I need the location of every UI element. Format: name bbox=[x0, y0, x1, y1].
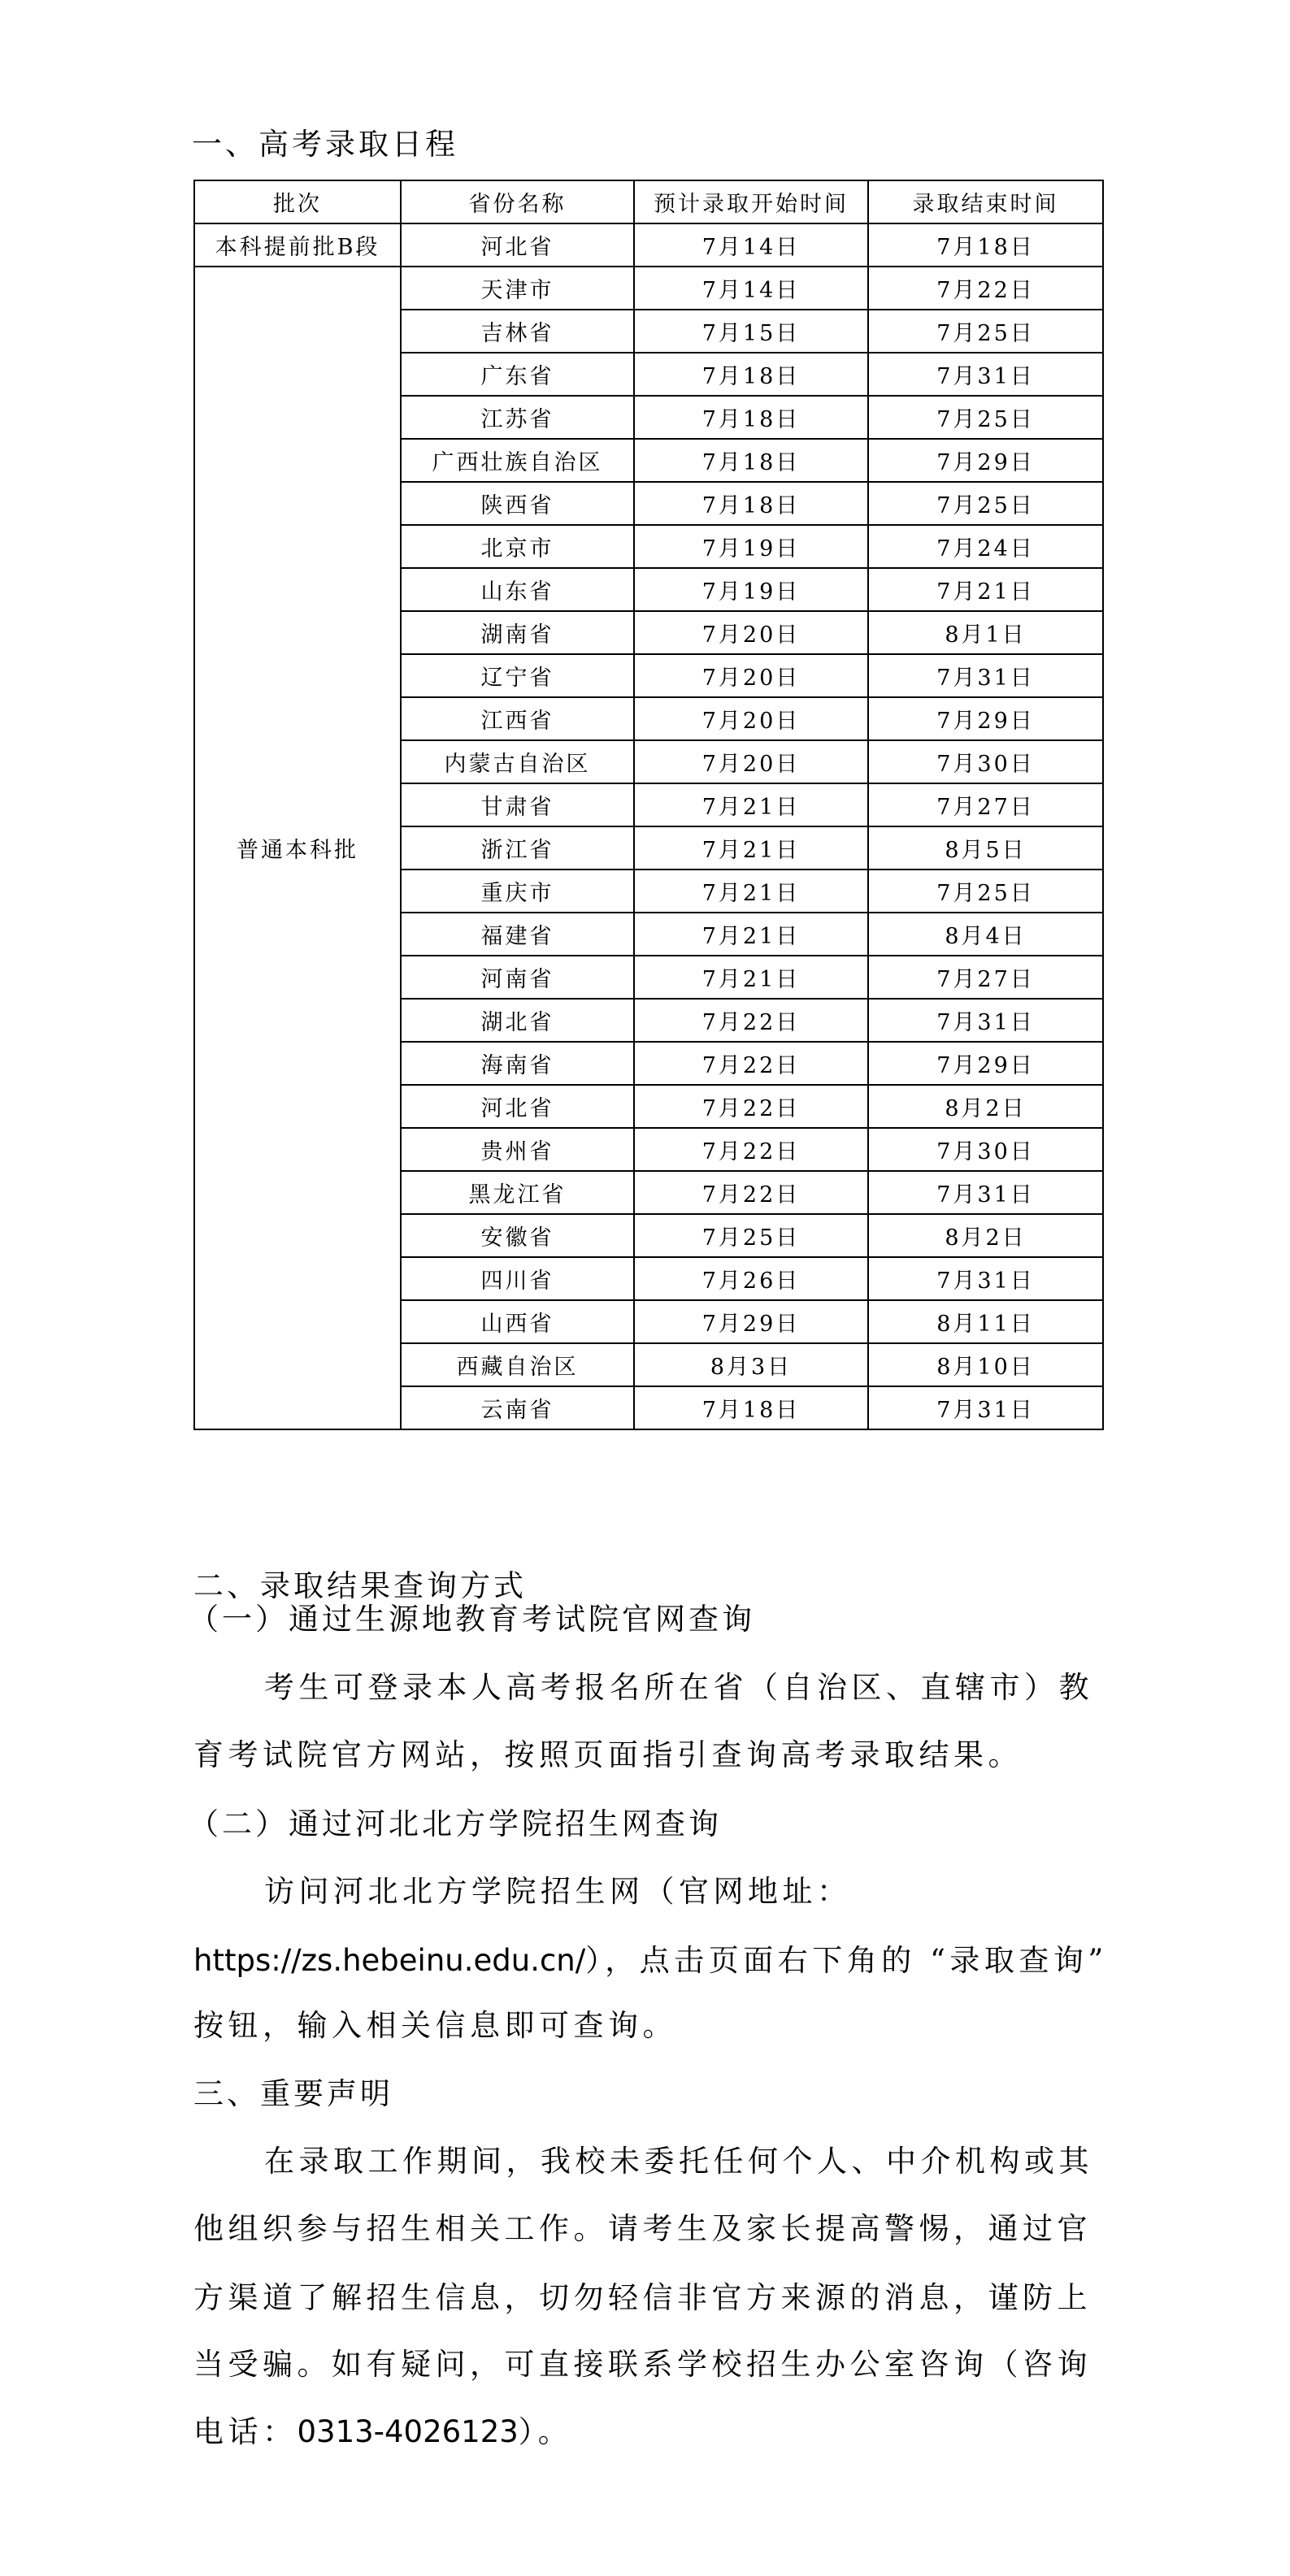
end-date-cell: 7月24日 bbox=[868, 525, 1103, 568]
table-body bbox=[194, 223, 1103, 1429]
province-cell: 安徽省 bbox=[401, 1214, 634, 1257]
end-date-cell: 7月29日 bbox=[868, 697, 1103, 740]
start-date-cell: 7月20日 bbox=[634, 654, 868, 697]
start-date-cell: 7月18日 bbox=[634, 439, 868, 482]
start-date-cell: 7月18日 bbox=[634, 353, 868, 396]
province-cell: 江苏省 bbox=[401, 396, 634, 439]
end-date-cell: 8月5日 bbox=[868, 826, 1103, 870]
header-end-time: 录取结束时间 bbox=[868, 180, 1103, 223]
admission-schedule-table bbox=[193, 180, 1104, 1430]
province-cell: 天津市 bbox=[401, 267, 634, 310]
table-row bbox=[194, 223, 1103, 267]
paragraph-line: 按钮，输入相关信息即可查询。 bbox=[193, 2008, 677, 2043]
paragraph-line: 当受骗。如有疑问，可直接联系学校招生办公室咨询（咨询 bbox=[193, 2347, 1092, 2382]
province-cell: 辽宁省 bbox=[401, 654, 634, 697]
paragraph-line: 方渠道了解招生信息，切勿轻信非官方来源的消息，谨防上 bbox=[193, 2280, 1092, 2315]
province-cell: 浙江省 bbox=[401, 826, 634, 870]
end-date-cell: 7月30日 bbox=[868, 740, 1103, 783]
province-cell: 北京市 bbox=[401, 525, 634, 568]
start-date-cell: 7月22日 bbox=[634, 1085, 868, 1128]
start-date-cell: 7月25日 bbox=[634, 1214, 868, 1257]
end-date-cell: 7月31日 bbox=[868, 1257, 1103, 1300]
paragraph-line: 他组织参与招生相关工作。请考生及家长提高警惕，通过官 bbox=[193, 2211, 1092, 2246]
province-cell: 甘肃省 bbox=[401, 783, 634, 826]
end-date-cell: 8月4日 bbox=[868, 913, 1103, 956]
end-date-cell: 7月31日 bbox=[868, 1386, 1103, 1429]
section-2-title: 二、录取结果查询方式 bbox=[193, 1568, 527, 1603]
end-date-cell: 7月21日 bbox=[868, 568, 1103, 611]
table-row bbox=[194, 267, 1103, 310]
start-date-cell: 7月20日 bbox=[634, 697, 868, 740]
province-cell: 吉林省 bbox=[401, 310, 634, 353]
province-cell: 黑龙江省 bbox=[401, 1171, 634, 1214]
province-cell: 江西省 bbox=[401, 697, 634, 740]
start-date-cell: 7月18日 bbox=[634, 1386, 868, 1429]
end-date-cell: 7月31日 bbox=[868, 1171, 1103, 1214]
paragraph-text: ）。 bbox=[518, 2414, 573, 2449]
province-cell: 西藏自治区 bbox=[401, 1343, 634, 1386]
end-date-cell: 7月27日 bbox=[868, 783, 1103, 826]
admissions-site-url[interactable]: https://zs.hebeinu.edu.cn/ bbox=[193, 1943, 586, 1978]
section-1-title: 一、高考录取日程 bbox=[192, 127, 458, 162]
header-batch: 批次 bbox=[194, 180, 401, 223]
end-date-cell: 8月11日 bbox=[868, 1300, 1103, 1343]
province-cell: 山西省 bbox=[401, 1300, 634, 1343]
end-date-cell: 8月2日 bbox=[868, 1085, 1103, 1128]
paragraph-line bbox=[193, 2413, 572, 2452]
paragraph-line: 考生可登录本人高考报名所在省（自治区、直辖市）教 bbox=[264, 1670, 1093, 1705]
province-cell: 重庆市 bbox=[401, 870, 634, 913]
table-header-row bbox=[194, 180, 1103, 223]
province-cell: 陕西省 bbox=[401, 482, 634, 525]
start-date-cell: 7月21日 bbox=[634, 826, 868, 870]
end-date-cell: 7月29日 bbox=[868, 1042, 1103, 1085]
paragraph-line: 访问河北北方学院招生网（官网地址： bbox=[264, 1874, 852, 1909]
section-3-title: 三、重要声明 bbox=[193, 2076, 393, 2111]
start-date-cell: 7月20日 bbox=[634, 611, 868, 654]
start-date-cell: 7月22日 bbox=[634, 1128, 868, 1171]
start-date-cell: 7月21日 bbox=[634, 870, 868, 913]
end-date-cell: 7月22日 bbox=[868, 267, 1103, 310]
province-cell: 湖北省 bbox=[401, 999, 634, 1042]
end-date-cell: 7月18日 bbox=[868, 223, 1103, 267]
start-date-cell: 7月14日 bbox=[634, 223, 868, 267]
end-date-cell: 8月1日 bbox=[868, 611, 1103, 654]
header-start-time: 预计录取开始时间 bbox=[634, 180, 868, 223]
subsection-2-title: （二）通过河北北方学院招生网查询 bbox=[189, 1806, 722, 1841]
end-date-cell: 7月25日 bbox=[868, 310, 1103, 353]
batch-cell-early: 本科提前批B段 bbox=[194, 223, 401, 267]
province-cell: 云南省 bbox=[401, 1386, 634, 1429]
start-date-cell: 7月14日 bbox=[634, 267, 868, 310]
header-province: 省份名称 bbox=[401, 180, 634, 223]
end-date-cell: 7月25日 bbox=[868, 870, 1103, 913]
start-date-cell: 7月21日 bbox=[634, 783, 868, 826]
end-date-cell: 7月25日 bbox=[868, 482, 1103, 525]
end-date-cell: 7月31日 bbox=[868, 353, 1103, 396]
province-cell: 湖南省 bbox=[401, 611, 634, 654]
start-date-cell: 7月21日 bbox=[634, 913, 868, 956]
subsection-1-title: （一）通过生源地教育考试院官网查询 bbox=[189, 1602, 755, 1637]
province-cell: 贵州省 bbox=[401, 1128, 634, 1171]
end-date-cell: 7月27日 bbox=[868, 956, 1103, 999]
province-cell: 四川省 bbox=[401, 1257, 634, 1300]
paragraph-line: 育考试院官方网站，按照页面指引查询高考录取结果。 bbox=[193, 1737, 1023, 1772]
province-cell: 广西壮族自治区 bbox=[401, 439, 634, 482]
province-cell: 广东省 bbox=[401, 353, 634, 396]
batch-cell-regular: 普通本科批 bbox=[194, 267, 401, 1429]
paragraph-line bbox=[193, 1941, 1108, 1980]
province-cell: 海南省 bbox=[401, 1042, 634, 1085]
start-date-cell: 8月3日 bbox=[634, 1343, 868, 1386]
start-date-cell: 7月22日 bbox=[634, 1042, 868, 1085]
start-date-cell: 7月22日 bbox=[634, 999, 868, 1042]
province-cell: 山东省 bbox=[401, 568, 634, 611]
end-date-cell: 7月31日 bbox=[868, 654, 1103, 697]
end-date-cell: 7月30日 bbox=[868, 1128, 1103, 1171]
start-date-cell: 7月29日 bbox=[634, 1300, 868, 1343]
paragraph-text: ），点击页面右下角的 “录取查询” bbox=[585, 1943, 1108, 1978]
province-cell: 河南省 bbox=[401, 956, 634, 999]
start-date-cell: 7月19日 bbox=[634, 525, 868, 568]
phone-number: 0313-4026123 bbox=[297, 2414, 519, 2449]
end-date-cell: 7月29日 bbox=[868, 439, 1103, 482]
paragraph-line: 在录取工作期间，我校未委托任何个人、中介机构或其 bbox=[264, 2144, 1093, 2179]
province-cell: 河北省 bbox=[401, 223, 634, 267]
start-date-cell: 7月21日 bbox=[634, 956, 868, 999]
end-date-cell: 7月31日 bbox=[868, 999, 1103, 1042]
end-date-cell: 8月2日 bbox=[868, 1214, 1103, 1257]
start-date-cell: 7月18日 bbox=[634, 482, 868, 525]
start-date-cell: 7月26日 bbox=[634, 1257, 868, 1300]
province-cell: 内蒙古自治区 bbox=[401, 740, 634, 783]
end-date-cell: 8月10日 bbox=[868, 1343, 1103, 1386]
start-date-cell: 7月15日 bbox=[634, 310, 868, 353]
start-date-cell: 7月19日 bbox=[634, 568, 868, 611]
start-date-cell: 7月20日 bbox=[634, 740, 868, 783]
start-date-cell: 7月18日 bbox=[634, 396, 868, 439]
start-date-cell: 7月22日 bbox=[634, 1171, 868, 1214]
phone-label: 电话： bbox=[193, 2414, 298, 2449]
end-date-cell: 7月25日 bbox=[868, 396, 1103, 439]
province-cell: 福建省 bbox=[401, 913, 634, 956]
province-cell: 河北省 bbox=[401, 1085, 634, 1128]
